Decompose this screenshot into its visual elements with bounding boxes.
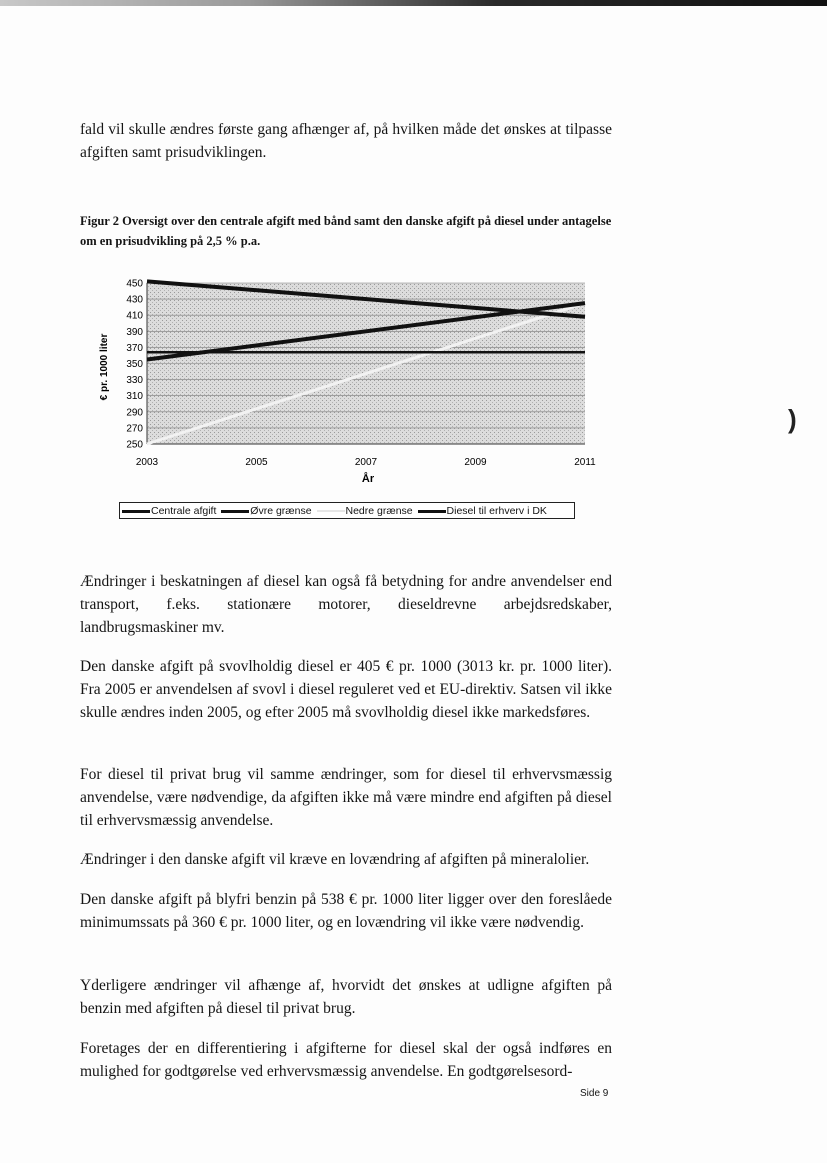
legend-label: Øvre grænse [250,505,312,517]
legend-swatch [418,510,446,513]
y-tick-label: 290 [126,407,143,419]
figure-caption: Figur 2 Oversigt over den centrale afgift med bånd samt den danske afgift på diesel under antagelse om en prisudvikling på 2,5 % p.a. [80,214,612,248]
x-tick-label: 2011 [574,457,596,468]
y-tick-label: 250 [126,439,143,451]
x-tick-label: 2007 [354,457,378,468]
page-number: Side 9 [580,1088,609,1099]
y-tick-label: 450 [126,278,143,290]
y-tick-label: 370 [126,342,143,354]
legend-swatch [221,510,249,513]
legend-item-centrale-afgift [122,503,216,520]
legend-item-nedre-graense [317,503,413,520]
legend-item-diesel-dk [418,503,547,520]
x-tick-label: 2009 [464,457,487,468]
y-tick-label: 310 [126,391,143,403]
y-tick-label: 430 [126,294,143,306]
scan-top-edge [0,0,827,6]
paragraph-6: Yderligere ændringer vil afhænge af, hvorvidt det ønskes at udligne afgiften på benzin med afgiften på diesel til privat brug. [80,977,612,1017]
y-tick-labels [126,279,143,451]
y-tick-label: 330 [126,375,143,387]
x-axis-label: År [361,473,375,485]
paragraph-1: Ændringer i beskatningen af diesel kan også få betydning for andre anvendelser end transport, f.eks. stationære motorer, dieseldrevne arbejdsredskaber, landbrugsmaskiner mv. [80,573,612,636]
y-tick-label: 270 [126,423,143,435]
y-tick-label: 390 [126,326,143,338]
y-tick-label: 350 [126,359,143,370]
y-tick-label: 410 [126,310,143,322]
margin-bracket-mark: ) [788,404,797,434]
legend-swatch [122,510,150,513]
x-tick-label: 2005 [245,457,268,468]
chart-legend [119,502,575,519]
legend-label: Centrale afgift [151,505,217,517]
legend-label: Nedre grænse [345,505,413,517]
paragraph-3: For diesel til privat brug vil samme ændringer, som for diesel til erhvervsmæssig anvendelse, være nødvendige, da afgiften ikke må være mindre end afgiften på diesel til erhvervsmæssig anvendelse. [80,766,612,829]
x-tick-labels [136,457,596,468]
intro-paragraph: fald vil skulle ændres første gang afhænger af, på hvilken måde det ønskes at tilpasse afgiften samt prisudviklingen. [80,121,612,161]
paragraph-4: Ændringer i den danske afgift vil kræve en lovændring af afgiften på mineralolier. [80,851,590,868]
paragraph-2: Den danske afgift på svovlholdig diesel er 405 € pr. 1000 (3013 kr. pr. 1000 liter). Fra 2005 er anvendelsen af svovl i diesel reguleret ved et EU-direktiv. Satsen vil ikke skulle ændres inden 2005, og efter 2005 må svovlholdig diesel ikke markedsføres. [80,658,612,721]
legend-swatch [317,510,345,512]
paragraph-5: Den danske afgift på blyfri benzin på 538 € pr. 1000 liter ligger over den foreslåede minimumssats på 360 € pr. 1000 liter, og en lovændring vil ikke være nødvendig. [80,891,612,931]
x-tick-label: 2003 [135,457,159,468]
legend-label: Diesel til erhverv i DK [446,505,547,517]
legend-item-ovre-graense [221,503,311,520]
paragraph-7: Foretages der en differentiering i afgifterne for diesel skal der også indføres en mulighed for godtgørelse ved erhvervsmæssig anvendelse. En godtgørelsesord- [80,1040,612,1080]
diesel-tax-chart [90,272,600,487]
y-axis-label: € pr. 1000 liter [99,333,110,401]
